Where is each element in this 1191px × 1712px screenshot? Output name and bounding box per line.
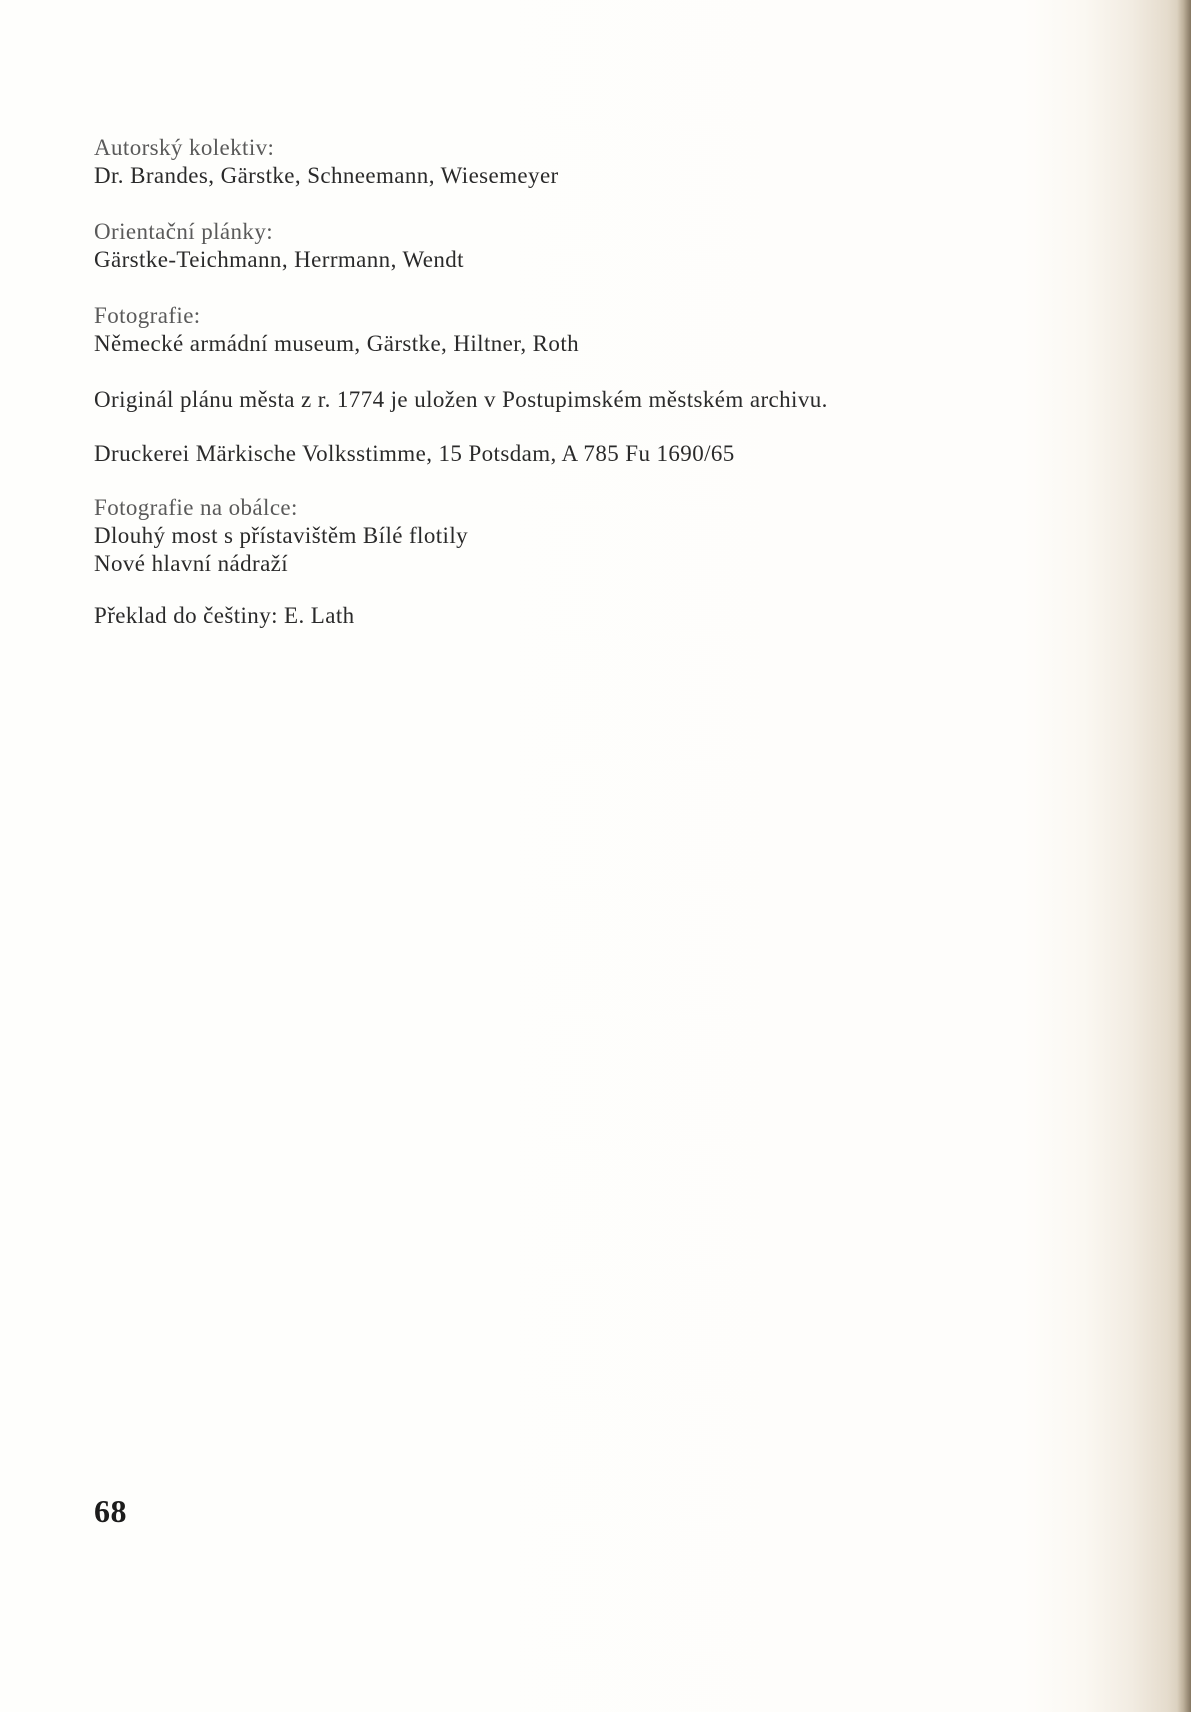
cover-line-1: Dlouhý most s přístavištěm Bílé flotily: [94, 523, 469, 548]
photos-section: [94, 302, 1094, 358]
cover-label: Fotografie na obálce:: [94, 495, 298, 520]
original-plan-note: Originál plánu města z r. 1774 je uložen v Postupimském městském archivu.: [94, 387, 828, 412]
original-plan-section: [94, 386, 1094, 414]
authors-value: Dr. Brandes, Gärstke, Schneemann, Wiesemeyer: [94, 163, 559, 188]
plans-value: Gärstke-Teichmann, Herrmann, Wendt: [94, 247, 464, 272]
cover-line-2: Nové hlavní nádraží: [94, 551, 289, 576]
plans-section: [94, 218, 1094, 274]
page-binding-edge: [1177, 0, 1191, 1712]
translation-section: [94, 602, 1094, 630]
authors-section: [94, 134, 1094, 190]
photos-label: Fotografie:: [94, 303, 201, 328]
authors-label: Autorský kolektiv:: [94, 135, 275, 160]
cover-section: [94, 494, 1094, 578]
credits-block: [94, 134, 1094, 630]
printer-line: Druckerei Märkische Volksstimme, 15 Potsdam, A 785 Fu 1690/65: [94, 441, 735, 466]
plans-label: Orientační plánky:: [94, 219, 274, 244]
page-number: 68: [94, 1493, 127, 1529]
printer-section: [94, 440, 1094, 468]
translation-line: Překlad do češtiny: E. Lath: [94, 603, 355, 628]
photos-value: Německé armádní museum, Gärstke, Hiltner, Roth: [94, 331, 580, 356]
